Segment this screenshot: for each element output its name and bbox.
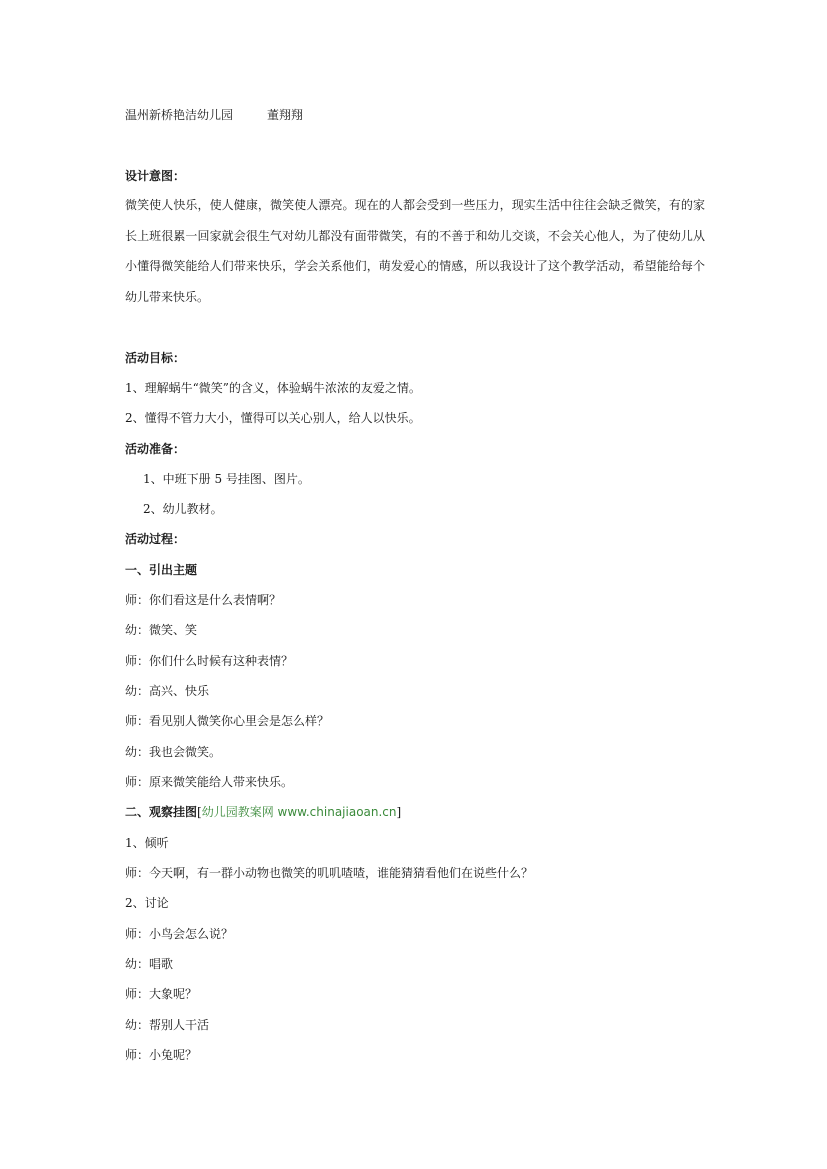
goal-item-2: 2、懂得不管力大小，懂得可以关心别人，给人以快乐。 [125, 411, 421, 425]
dialogue-line: 师：原来微笑能给人带来快乐。 [125, 775, 294, 789]
process-heading: 活动过程： [125, 532, 186, 546]
prep-item-2: 2、幼儿教材。 [143, 502, 223, 516]
dialogue-line: 幼：唱歌 [125, 957, 174, 971]
link-bracket-close: ] [396, 805, 402, 819]
dialogue-line: 幼：微笑、笑 [125, 623, 198, 637]
dialogue-line: 师：你们看这是什么表情啊？ [125, 593, 282, 607]
source-link[interactable]: 幼儿园教案网 www.chinajiaoan.cn [201, 805, 397, 819]
dialogue-line: 师：小鸟会怎么说？ [125, 927, 234, 941]
prep-item-1: 1、中班下册 5 号挂图、图片。 [143, 472, 310, 486]
dialogue-line: 幼：帮别人干活 [125, 1018, 210, 1032]
dialogue-line: 师：今天啊，有一群小动物也微笑的叽叽喳喳，谁能猜猜看他们在说些什么？ [125, 866, 534, 880]
dialogue-line: 师：小兔呢？ [125, 1048, 198, 1062]
part1-heading: 一、引出主题 [125, 563, 198, 577]
part2-heading-line [125, 797, 705, 827]
dialogue-line: 幼：我也会微笑。 [125, 745, 222, 759]
dialogue-line: 2、讨论 [125, 896, 169, 910]
dialogue-line: 师：你们什么时候有这种表情？ [125, 654, 294, 668]
design-intent-text: 微笑使人快乐，使人健康，微笑使人漂亮。现在的人都会受到一些压力，现实生活中往往会缺乏微笑，有的家长上班很累一回家就会很生气对幼儿都没有面带微笑，有的不善于和幼儿交谈，不会关心他人，为了使幼儿从小懂得微笑能给人们带来快乐，学会关系他们，萌发爱心的情感，所以我设计了这个教学活动，希望能给每个幼儿带来快乐。 [125, 198, 705, 304]
prep-heading: 活动准备： [125, 442, 186, 456]
dialogue-line: 1、倾听 [125, 836, 169, 850]
author-name: 董翔翔 [267, 108, 304, 122]
link-bracket-open: [ [197, 805, 202, 819]
school-name: 温州新桥艳洁幼儿园 [125, 108, 234, 122]
dialogue-line: 师：大象呢？ [125, 987, 198, 1001]
design-intent-heading: 设计意图： [125, 169, 186, 183]
dialogue-line: 幼：高兴、快乐 [125, 684, 210, 698]
goals-heading: 活动目标： [125, 351, 186, 365]
header-line [125, 100, 705, 130]
dialogue-line: 师：看见别人微笑你心里会是怎么样？ [125, 714, 330, 728]
part2-heading: 二、观察挂图 [125, 805, 198, 819]
goal-item-1: 1、理解蜗牛“微笑”的含义，体验蜗牛浓浓的友爱之情。 [125, 381, 421, 395]
